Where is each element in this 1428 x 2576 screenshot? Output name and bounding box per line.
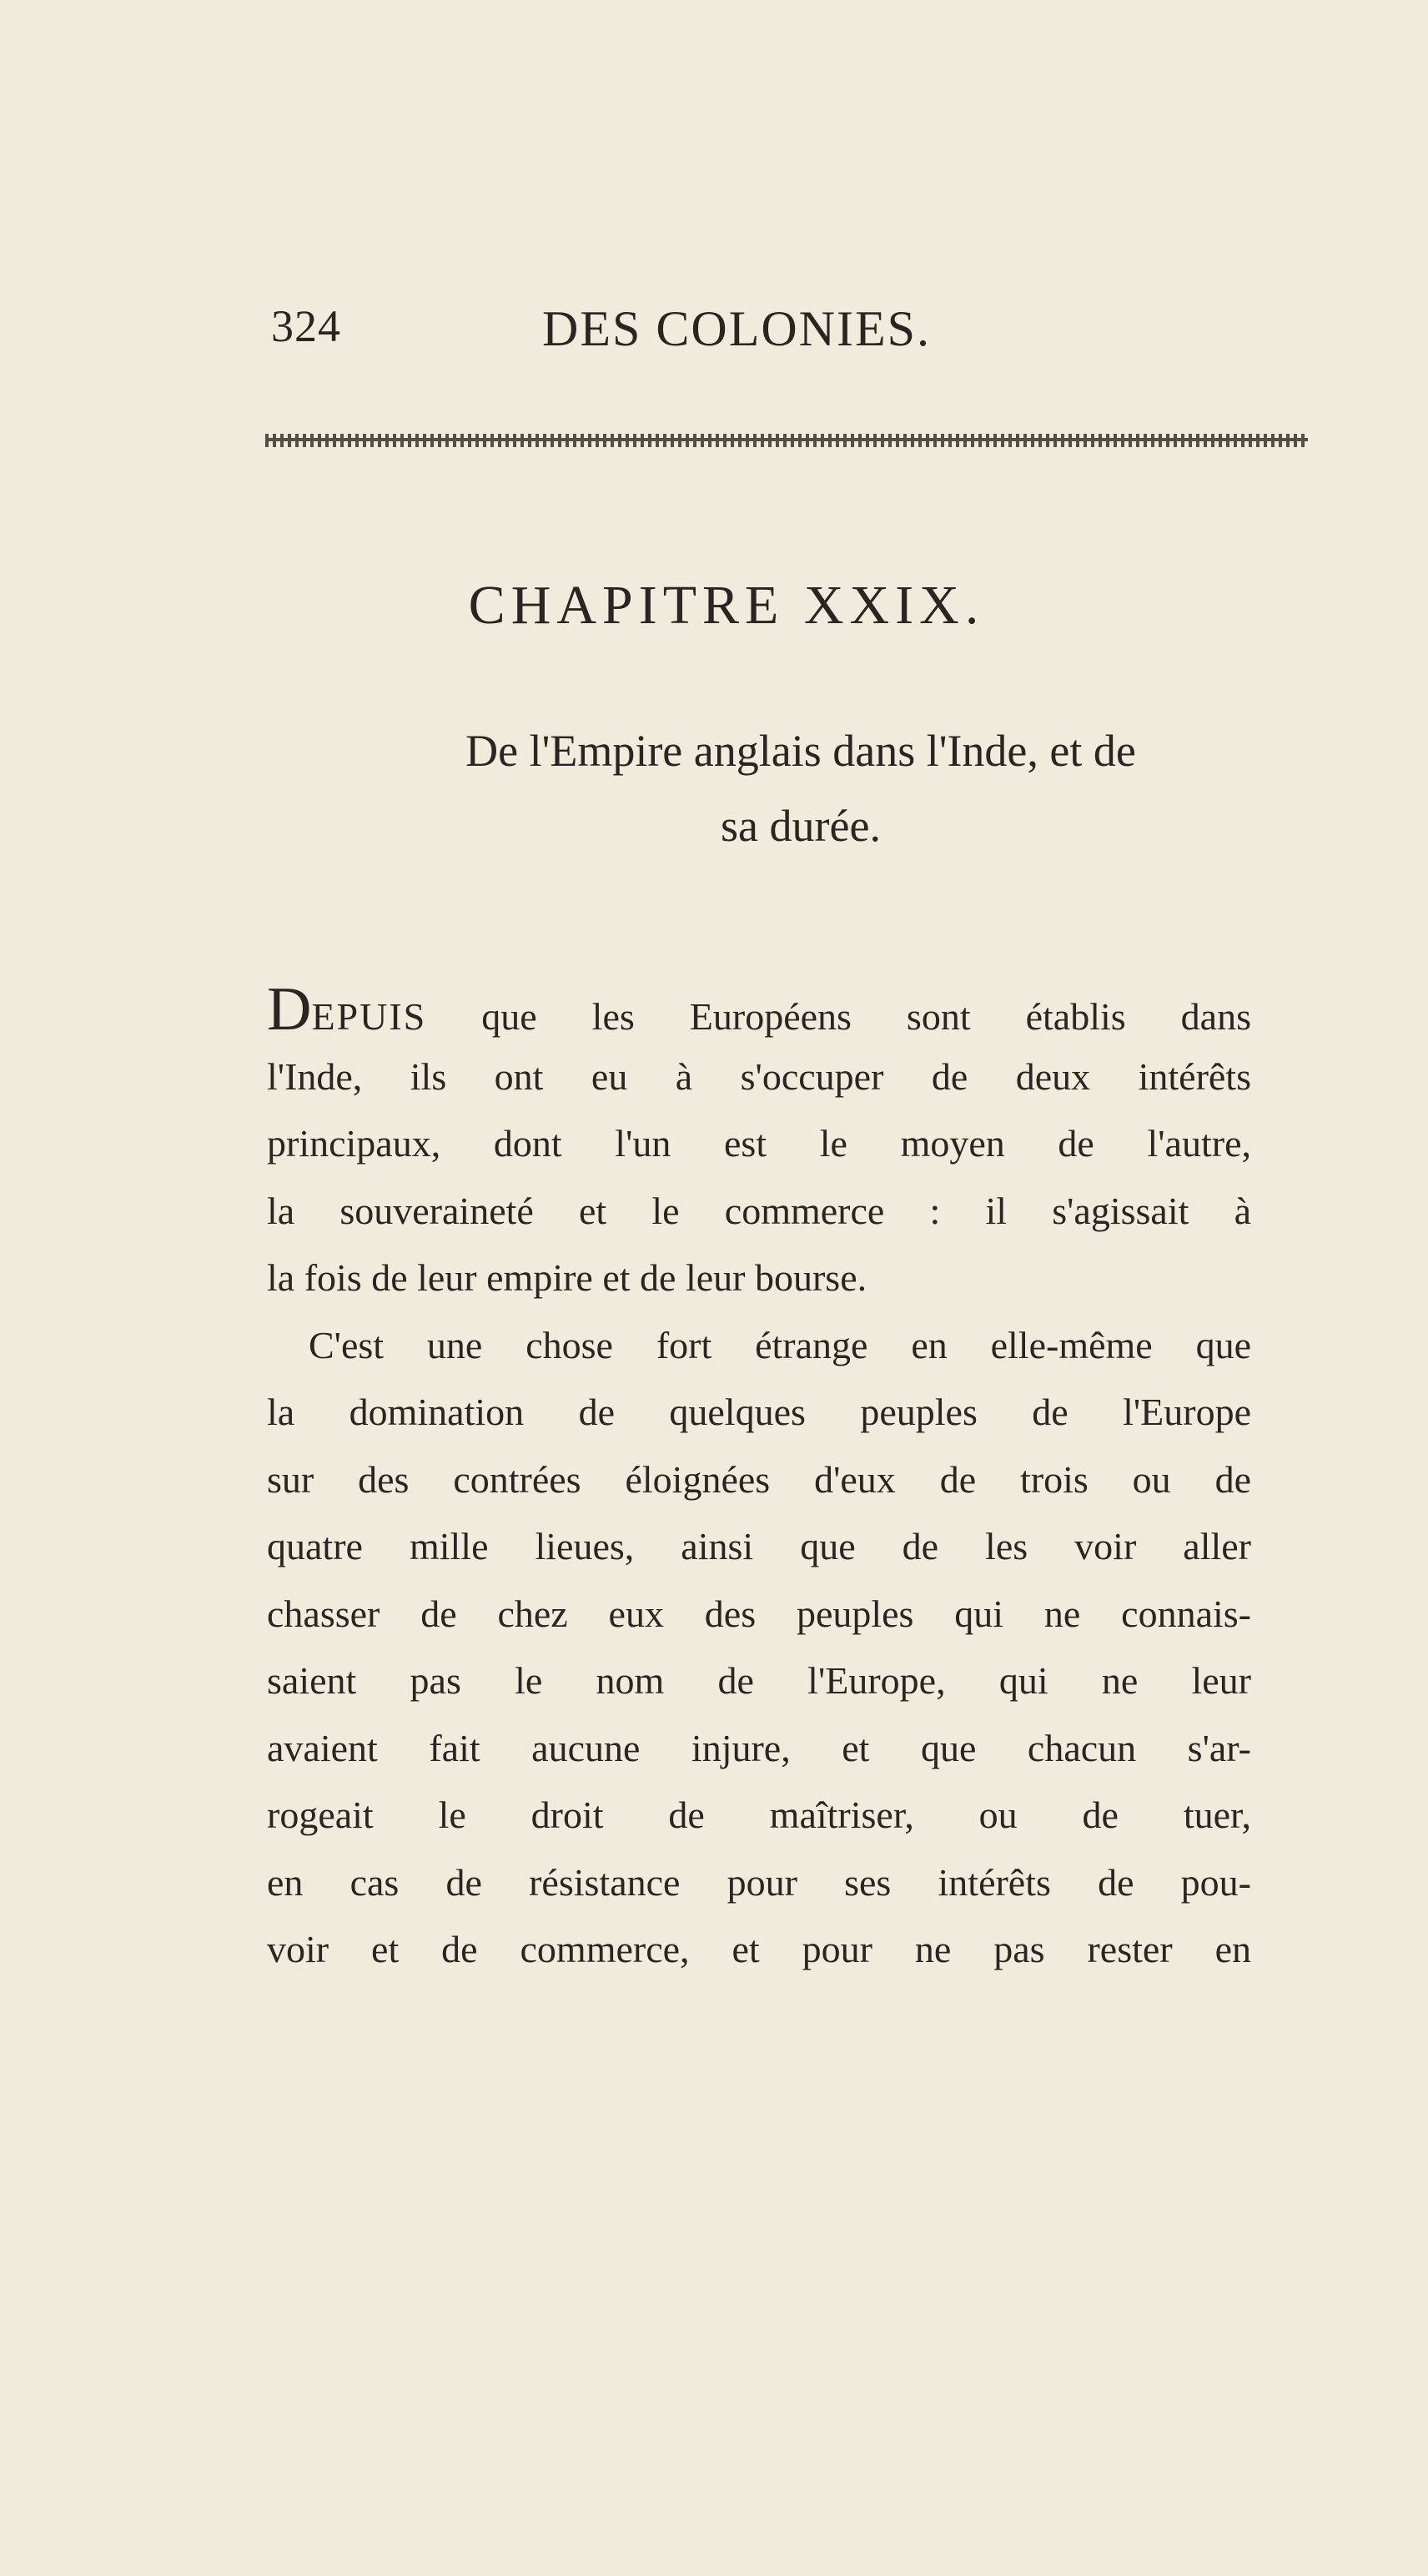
running-title: DES COLONIES. <box>542 301 932 356</box>
text-line: la souveraineté et le commerce : il s'agissait à <box>267 1189 1251 1232</box>
text-line: l'Inde, ils ont eu à s'occuper de deux intérêts <box>267 1054 1251 1098</box>
text-line: C'est une chose fort étrange en elle-même que <box>309 1323 1251 1366</box>
text-line: principaux, dont l'un est le moyen de l'autre, <box>267 1122 1251 1165</box>
text-line-content: que les Européens sont établis dans <box>426 995 1251 1038</box>
text-line: chasser de chez eux des peuples qui ne connais- <box>267 1592 1251 1635</box>
text-line: sur des contrées éloignées d'eux de trois ou de <box>267 1457 1251 1501</box>
body-text <box>267 976 1251 1984</box>
text-line: avaient fait aucune injure, et que chacun s'ar- <box>267 1726 1251 1769</box>
chapter-subtitle-line-1: De l'Empire anglais dans l'Inde, et de <box>465 726 1136 776</box>
text-line: la fois de leur empire et de leur bourse. <box>267 1256 867 1299</box>
text-line: en cas de résistance pour ses intérêts de pou- <box>267 1860 1251 1904</box>
text-line: la domination de quelques peuples de l'Europe <box>267 1391 1251 1433</box>
text-line: quatre mille lieues, ainsi que de les voir aller <box>267 1525 1251 1567</box>
running-head <box>271 300 1255 367</box>
text-line: rogeait le droit de maîtriser, ou de tuer, <box>267 1794 1251 1836</box>
page-number: 324 <box>271 301 341 351</box>
chapter-subtitle-line-2: sa durée. <box>721 801 881 851</box>
decorative-rule <box>265 434 1308 447</box>
text-line: saient pas le nom de l'Europe, qui ne leur <box>267 1659 1251 1702</box>
chapter-subtitle <box>325 713 1276 863</box>
drop-cap: D <box>267 975 312 1044</box>
text-line <box>267 976 1251 1044</box>
first-word-smallcaps: EPUIS <box>311 995 427 1038</box>
text-line: voir et de commerce, et pour ne pas rester en <box>267 1928 1251 1970</box>
chapter-title: CHAPITRE XXIX. <box>468 575 985 636</box>
